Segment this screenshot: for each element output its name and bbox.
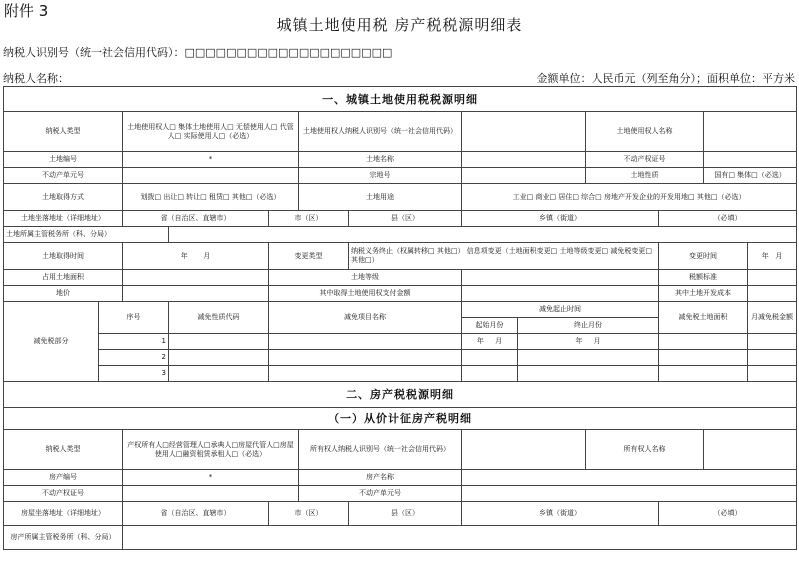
relief-seq-header: 序号 (99, 302, 169, 334)
land-name-value[interactable] (462, 152, 586, 168)
relief-area-header: 减免税土地面积 (659, 302, 748, 334)
relief-row-code[interactable] (169, 334, 269, 350)
land-acq-time-label: 土地取得时间 (4, 243, 123, 270)
land-acq-method-label: 土地取得方式 (4, 184, 123, 211)
land-cert-no-label: 不动产权证号 (586, 152, 704, 168)
relief-row-end[interactable] (518, 350, 659, 366)
land-use-label: 土地用途 (299, 184, 462, 211)
house-taxpayer-type-options[interactable]: 产权所有人□经营管理人□承典人□房屋代管人□房屋使用人□融资租赁承租人□（必选） (123, 430, 299, 470)
house-address-city[interactable]: 市（区） (269, 502, 349, 526)
land-address-county[interactable]: 县（区） (349, 211, 462, 227)
form-title: 城镇土地使用税 房产税税源明细表 (276, 16, 523, 34)
land-nature-label: 土地性质 (586, 168, 704, 184)
house-address-required[interactable]: （必填） (659, 502, 797, 526)
relief-row-item[interactable] (269, 334, 462, 350)
relief-row-start[interactable] (462, 350, 518, 366)
land-change-time-value[interactable] (748, 243, 797, 270)
house-unit-no-label: 不动产单元号 (299, 486, 462, 502)
land-tax-standard-label: 税额标准 (659, 270, 748, 286)
year-label: 年 (476, 337, 484, 345)
relief-row-amount[interactable] (748, 366, 797, 382)
house-cert-no-value[interactable] (123, 486, 299, 502)
house-no-value[interactable]: * (123, 470, 299, 486)
land-change-type-options[interactable]: 纳税义务终止（权属转移□ 其他□） 信息项变更（土地面积变更□ 土地等级变更□ 减免税变更□ 其他□） (349, 243, 659, 270)
relief-row-start[interactable] (462, 334, 518, 350)
relief-row-area[interactable] (659, 366, 748, 382)
relief-row-area[interactable] (659, 350, 748, 366)
land-unit-no-value[interactable] (123, 168, 299, 184)
land-price-label: 地价 (4, 286, 123, 302)
land-address-required[interactable]: （必填） (659, 211, 797, 227)
relief-row-area[interactable] (659, 334, 748, 350)
year-label: 年 (761, 251, 769, 260)
land-holder-id-label: 土地使用权人纳税人识别号（统一社会信用代码） (299, 112, 462, 152)
attachment-label: 附件 3 (4, 2, 49, 20)
land-address-province[interactable]: 省（自治区、直辖市） (123, 211, 269, 227)
relief-row-amount[interactable] (748, 334, 797, 350)
taxpayer-name-line: 纳税人名称： (3, 72, 69, 85)
land-cert-no-value[interactable] (704, 152, 797, 168)
relief-row-amount[interactable] (748, 350, 797, 366)
relief-end-month-header: 终止月份 (518, 318, 659, 334)
month-label: 月 (203, 251, 211, 260)
land-parcel-no-label: 宗地号 (299, 168, 462, 184)
house-address-county[interactable]: 县（区） (349, 502, 462, 526)
relief-item-header: 减免项目名称 (269, 302, 462, 334)
house-address-label: 房屋坐落地址（详细地址） (4, 502, 123, 526)
house-tax-office-value[interactable] (123, 526, 797, 550)
relief-code-header: 减免性质代码 (169, 302, 269, 334)
house-owner-id-label: 所有权人纳税人识别号（统一社会信用代码） (299, 430, 462, 470)
house-taxpayer-type-label: 纳税人类型 (4, 430, 123, 470)
land-price-value[interactable] (123, 286, 269, 302)
land-paid-fee-label: 其中取得土地使用权支付金额 (269, 286, 462, 302)
relief-row-end[interactable] (518, 334, 659, 350)
land-taxpayer-type-label: 纳税人类型 (4, 112, 123, 152)
land-address-town[interactable]: 乡镇（街道） (462, 211, 659, 227)
month-label: 月 (495, 337, 503, 345)
units-note: 金额单位：人民币元（列至角分）；面积单位：平方米 (536, 72, 795, 85)
house-owner-name-value[interactable] (704, 430, 797, 470)
relief-row-code[interactable] (169, 350, 269, 366)
land-acq-method-options[interactable]: 划拨□ 出让□ 转让□ 租赁□ 其他□（必选） (123, 184, 299, 211)
land-no-value[interactable]: * (123, 152, 299, 168)
relief-row-end[interactable] (518, 366, 659, 382)
land-nature-options[interactable]: 国有□ 集体□（必选） (704, 168, 797, 184)
house-name-value[interactable] (462, 470, 797, 486)
relief-period-header: 减免起止时间 (462, 302, 659, 318)
year-label: 年 (180, 251, 188, 260)
relief-row-seq: 3 (99, 366, 169, 382)
relief-section-label: 减免税部分 (4, 302, 99, 382)
land-holder-id-value[interactable] (462, 112, 586, 152)
land-acq-time-value[interactable] (123, 243, 269, 270)
house-owner-id-value[interactable] (462, 430, 586, 470)
house-subsection-title: （一）从价计征房产税明细 (4, 408, 797, 430)
land-dev-cost-label: 其中土地开发成本 (659, 286, 748, 302)
month-label: 月 (775, 251, 783, 260)
land-taxpayer-type-options[interactable]: 土地使用权人□ 集体土地使用人□ 无偿使用人□ 代管人□ 实际使用人□（必选） (123, 112, 299, 152)
land-use-options[interactable]: 工业□ 商业□ 居住□ 综合□ 房地产开发企业的开发用地□ 其他□（必选） (462, 184, 797, 211)
land-holder-name-value[interactable] (704, 112, 797, 152)
relief-row-seq: 1 (99, 334, 169, 350)
land-area-label: 占用土地面积 (4, 270, 123, 286)
taxpayer-id-line: 纳税人识别号（统一社会信用代码）：□□□□□□□□□□□□□□□□□□□□ (3, 46, 393, 59)
month-label: 月 (593, 337, 601, 345)
land-holder-name-label: 土地使用权人名称 (586, 112, 704, 152)
land-unit-no-label: 不动产单元号 (4, 168, 123, 184)
relief-row-seq: 2 (99, 350, 169, 366)
house-address-province[interactable]: 省（自治区、直辖市） (123, 502, 269, 526)
land-paid-fee-value[interactable] (462, 286, 659, 302)
land-area-value[interactable] (123, 270, 269, 286)
year-label: 年 (575, 337, 583, 345)
relief-row-item[interactable] (269, 366, 462, 382)
land-grade-label: 土地等级 (269, 270, 462, 286)
house-no-label: 房产编号 (4, 470, 123, 486)
land-address-city[interactable]: 市（区） (269, 211, 349, 227)
land-name-label: 土地名称 (299, 152, 462, 168)
land-tax-office-value[interactable] (169, 227, 797, 243)
land-change-time-label: 变更时间 (659, 243, 748, 270)
house-unit-no-value[interactable] (462, 486, 797, 502)
house-cert-no-label: 不动产权证号 (4, 486, 123, 502)
land-dev-cost-value[interactable] (748, 286, 797, 302)
house-section-title: 二、房产税税源明细 (4, 382, 797, 408)
land-no-label: 土地编号 (4, 152, 123, 168)
house-owner-name-label: 所有权人名称 (586, 430, 704, 470)
land-tax-standard-value[interactable] (748, 270, 797, 286)
tax-source-table (3, 86, 797, 550)
house-address-town[interactable]: 乡镇（街道） (462, 502, 659, 526)
land-section-title: 一、城镇土地使用税税源明细 (4, 87, 797, 112)
house-name-label: 房产名称 (299, 470, 462, 486)
land-address-label: 土地坐落地址（详细地址） (4, 211, 123, 227)
land-change-type-label: 变更类型 (269, 243, 349, 270)
relief-row-item[interactable] (269, 350, 462, 366)
land-parcel-no-value[interactable] (462, 168, 586, 184)
relief-row-code[interactable] (169, 366, 269, 382)
relief-row-start[interactable] (462, 366, 518, 382)
house-tax-office-label: 房产所属主管税务所（科、分局） (4, 526, 123, 550)
relief-monthly-header: 月减免税金额 (748, 302, 797, 334)
relief-start-month-header: 起始月份 (462, 318, 518, 334)
land-tax-office-label: 土地所属主管税务所（科、分局） (4, 227, 169, 243)
land-grade-value[interactable] (462, 270, 659, 286)
